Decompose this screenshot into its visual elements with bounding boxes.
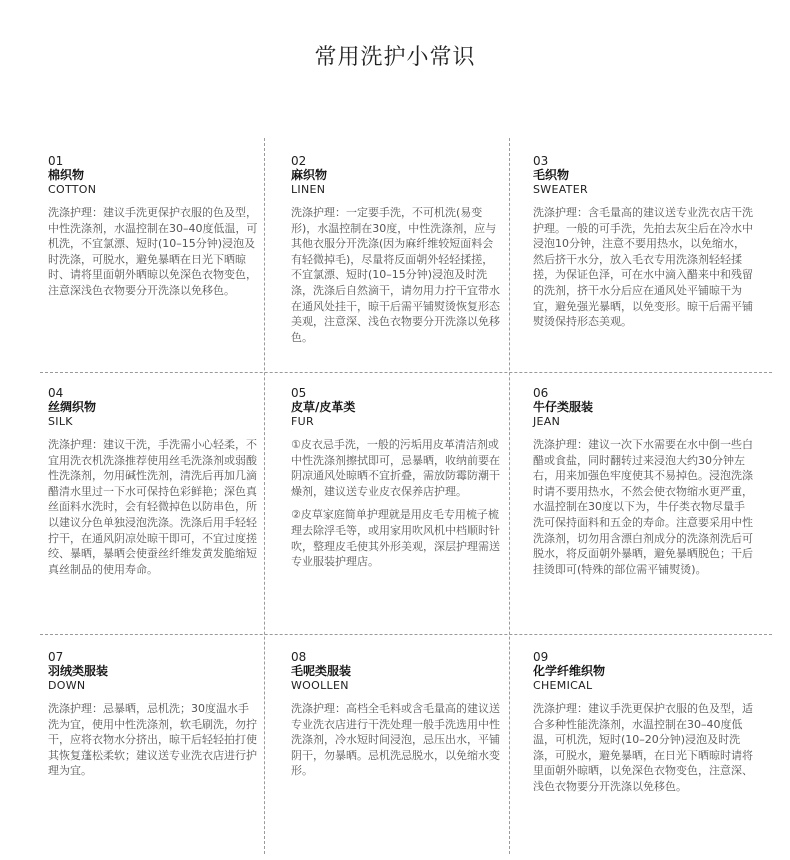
fabric-card-sweater — [533, 154, 753, 330]
care-text: ②皮草家庭简单护理就是用皮毛专用梳子梳理去除浮毛等，或用家用吹风机中档顺时针吹，整理皮毛使其外形美观，深层护理需送专业服装护理店。 — [291, 508, 500, 569]
fabric-card-cotton — [48, 154, 258, 299]
card-number: 05 — [291, 386, 307, 400]
card-number: 07 — [48, 650, 64, 664]
fabric-card-chemical — [533, 650, 753, 795]
card-name-en: DOWN — [48, 679, 86, 692]
column-divider — [264, 138, 265, 854]
fabric-card-jean — [533, 386, 753, 577]
card-number: 06 — [533, 386, 549, 400]
fabric-card-linen — [291, 154, 501, 345]
card-number: 09 — [533, 650, 549, 664]
care-text: 洗涤护理：建议一次下水需要在水中倒一些白醋或食盐，同时翻转过来浸泡大约30分钟左右，用来加强色牢度使其不易掉色。浸泡洗涤时请不要用热水，不然会使衣物缩水更严重，水温控制在30度以下为，牛仔类衣物尽量手洗可保持面料和五金的寿命。注意要采用中性洗涤剂，切勿用含漂白剂成分的洗涤剂洗后可脱水，将反面朝外暴晒，避免暴晒脱色；干后挂烫即可(特殊的部位需平铺熨烫)。 — [533, 438, 753, 576]
row-divider — [40, 372, 772, 373]
card-name-en: CHEMICAL — [533, 679, 593, 692]
card-number: 01 — [48, 154, 64, 168]
card-number: 08 — [291, 650, 307, 664]
fabric-card-down — [48, 650, 258, 779]
card-name-cn: 皮草/皮革类 — [291, 400, 356, 414]
card-name-cn: 毛织物 — [533, 168, 570, 182]
care-text: 洗涤护理：一定要手洗，不可机洗(易变形)，水温控制在30度，中性洗涤剂，应与其他衣服分开洗涤(因为麻纤维较短面料会有轻微掉毛)，尽量将反面朝外轻轻揉搓，不宜氯漂、短时(10–15分钟)浸泡及时洗涤，洗涤后自然滴干，请勿用力拧干宜带水在通风处挂干，晾干后需平铺熨烫恢复形态美观，注意深、浅色衣物要分开洗涤以免移色。 — [291, 206, 500, 344]
card-name-cn: 羽绒类服装 — [48, 664, 109, 678]
care-text: 洗涤护理：建议干洗，手洗需小心轻柔，不宜用洗衣机洗涤推荐使用丝毛洗涤剂或弱酸性洗涤剂，勿用碱性洗剂，清洗后再加几滴醋清水里过一下水可保持色彩鲜艳；深色真丝面料水洗时，会有轻微掉色以防串色，所以建议分色单独浸泡洗涤。洗涤后用手轻轻拧干，在通风阴凉处晾干即可，不宜过度搓绞、暴晒，暴晒会使蚕丝纤维发黄发脆缩短真丝制品的使用寿命。 — [48, 438, 257, 576]
care-grid — [26, 132, 772, 854]
card-name-cn: 麻织物 — [291, 168, 328, 182]
card-name-en: SWEATER — [533, 183, 588, 196]
page-title: 常用洗护小常识 — [314, 45, 476, 70]
card-number: 03 — [533, 154, 549, 168]
card-name-cn: 丝绸织物 — [48, 400, 97, 414]
care-text: ①皮衣忌手洗，一般的污垢用皮革清洁剂或中性洗涤剂擦拭即可，忌暴晒，收纳前要在阴凉通风处晾晒不宜折叠，需放防霉防潮干燥剂，建议送专业皮衣保养店护理。 — [291, 438, 500, 498]
card-number: 02 — [291, 154, 307, 168]
care-text: 洗涤护理：建议手洗更保护衣服的色及型，适合多种性能洗涤剂，水温控制在30–40度低温，可机洗，短时(10–20分钟)浸泡及时洗涤，可脱水，避免暴晒，在日光下晒晾时请将里面朝外晾晒，以免深色衣物变色，注意深、浅色衣物要分开洗涤以免移色。 — [533, 702, 753, 793]
care-text: 洗涤护理：高档全毛料或含毛量高的建议送专业洗衣店进行干洗处理一般手洗选用中性洗涤剂，冷水短时间浸泡，忌压出水，平铺阴干，勿暴晒。忌机洗忌脱水，以免缩水变形。 — [291, 702, 500, 778]
fabric-card-fur — [291, 386, 501, 570]
card-name-en: FUR — [291, 415, 314, 428]
row-divider — [40, 634, 772, 635]
card-name-en: LINEN — [291, 183, 326, 196]
fabric-card-woollen — [291, 650, 501, 779]
care-text: 洗涤护理：忌暴晒，忌机洗；30度温水手洗为宜，使用中性洗涤剂，软毛刷洗，勿拧干，应将衣物水分挤出，晾干后轻轻拍打使其恢复蓬松柔软；建议送专业洗衣店进行护理为宜。 — [48, 702, 257, 778]
card-name-cn: 牛仔类服装 — [533, 400, 594, 414]
fabric-card-silk — [48, 386, 258, 577]
card-number: 04 — [48, 386, 64, 400]
card-name-en: WOOLLEN — [291, 679, 349, 692]
care-text: 洗涤护理：建议手洗更保护衣服的色及型，中性洗涤剂，水温控制在30–40度低温，可机洗，不宜氯漂、短时(10–15分钟)浸泡及时洗涤，可脱水，避免暴晒在日光下晒晾时、请将里面朝外晒晾以免深色衣物变色，注意深浅色衣物要分开洗涤以免移色。 — [48, 206, 258, 297]
card-name-cn: 棉织物 — [48, 168, 85, 182]
card-name-cn: 化学纤维织物 — [533, 664, 606, 678]
card-name-en: SILK — [48, 415, 73, 428]
care-text: 洗涤护理：含毛量高的建议送专业洗衣店干洗护理。一般的可手洗，先拍去灰尘后在冷水中浸泡10分钟，注意不要用热水，以免缩水，然后挤干水分，放入毛衣专用洗涤剂轻轻揉搓，为保证色泽，可在水中滴入醋来中和残留的洗剂，挤干水分后应在通风处平铺晾干为宜，避免强光暴晒，以免变形。晾干后需平铺熨烫保持形态美观。 — [533, 206, 753, 329]
card-name-en: COTTON — [48, 183, 97, 196]
card-name-en: JEAN — [533, 415, 561, 428]
card-name-cn: 毛呢类服装 — [291, 664, 352, 678]
column-divider — [509, 138, 510, 854]
